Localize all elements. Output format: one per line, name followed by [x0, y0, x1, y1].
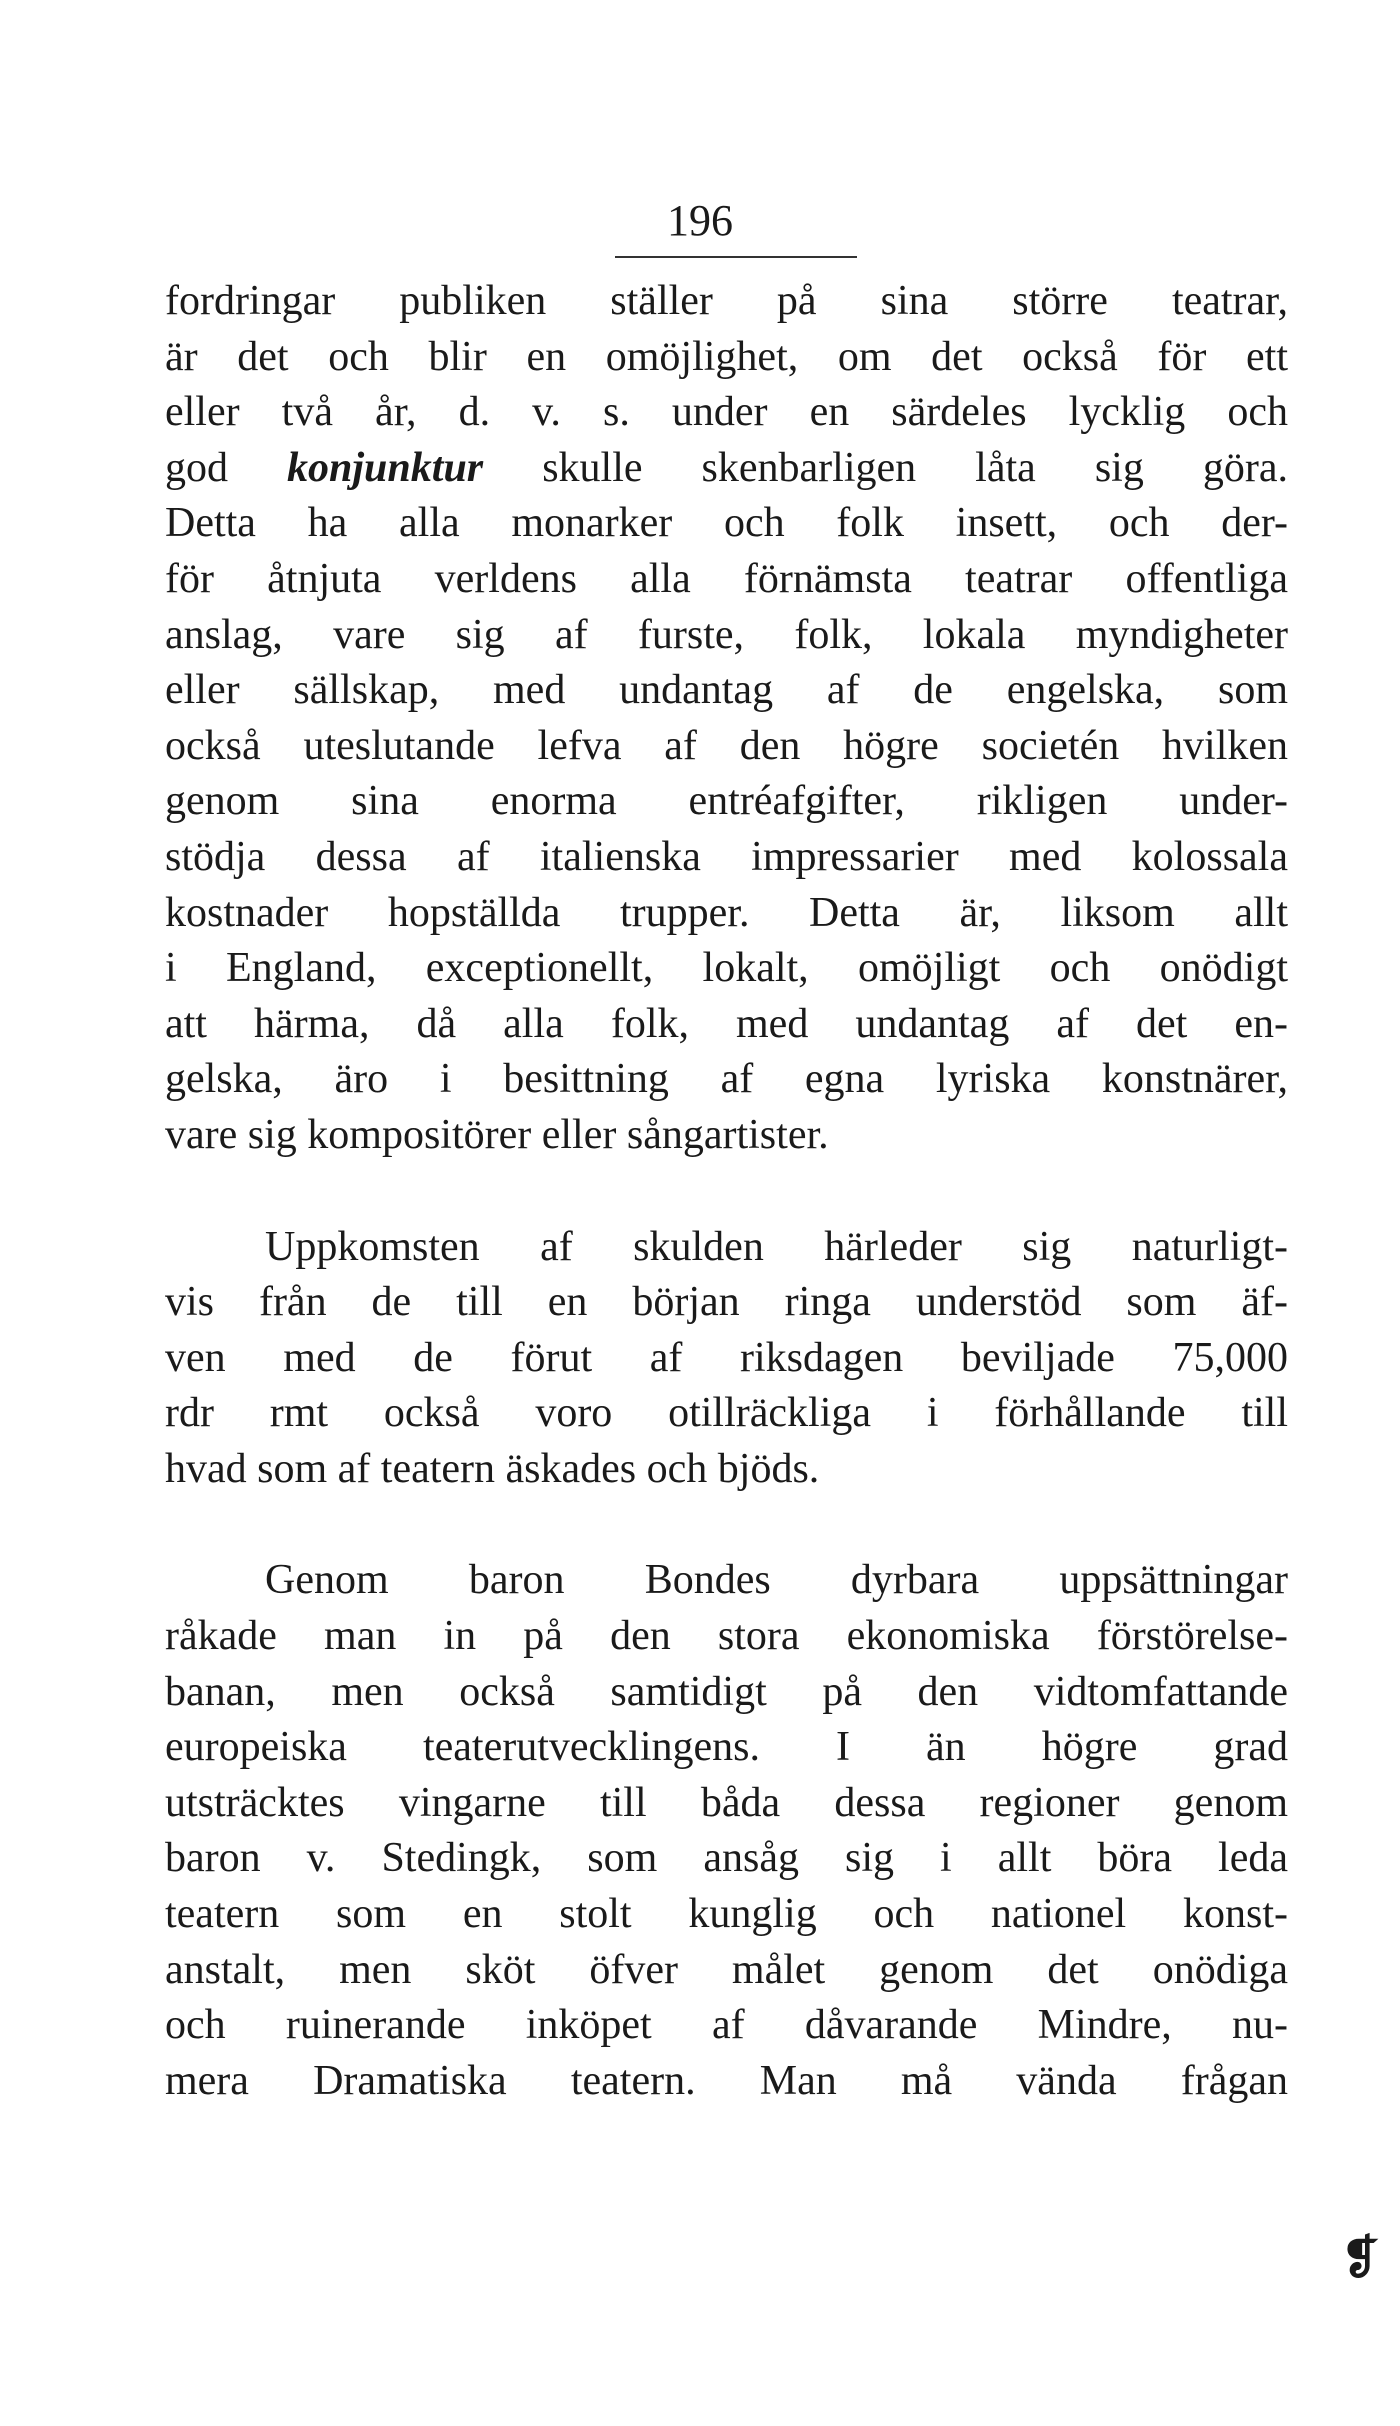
- text-line: stödja dessa af italienska impressarier med kolossala: [165, 833, 1288, 880]
- text-line: kostnader hopställda trupper. Detta är, liksom allt: [165, 889, 1288, 936]
- text-line: att härma, då alla folk, med undantag af det en-: [165, 1000, 1288, 1047]
- emphasized-word: konjunktur: [287, 444, 484, 491]
- text-line: råkade man in på den stora ekonomiska förstörelse-: [165, 1613, 1288, 1660]
- text-line: för åtnjuta verldens alla förnämsta teatrar offentliga: [165, 555, 1288, 602]
- text-line: också uteslutande lefva af den högre societén hvilken: [165, 722, 1288, 769]
- printer-mark: ❡: [1341, 2232, 1380, 2283]
- text-line-with-emphasis: [165, 441, 1288, 497]
- text-line: är det och blir en omöjlighet, om det också för ett: [165, 333, 1288, 380]
- text-line: gelska, äro i besittning af egna lyriska konstnärer,: [165, 1056, 1288, 1103]
- text-line: europeiska teaterutvecklingens. I än högre grad: [165, 1724, 1288, 1771]
- text-line: i England, exceptionellt, lokalt, omöjligt och onödigt: [165, 945, 1288, 992]
- text-line: utsträcktes vingarne till båda dessa regioner genom: [165, 1779, 1288, 1826]
- text-line: anslag, vare sig af furste, folk, lokala myndigheter: [165, 611, 1288, 658]
- text-line: fordringar publiken ställer på sina större teatrar,: [165, 278, 1288, 324]
- paragraph-gap: [165, 1497, 1288, 1553]
- text-line: genom sina enorma entréafgifter, rikligen under-: [165, 778, 1288, 825]
- text-line: och ruinerande inköpet af dåvarande Mindre, nu-: [165, 2002, 1288, 2049]
- text-line: Uppkomsten af skulden härleder sig naturligt-: [265, 1223, 1288, 1270]
- text-line: eller två år, d. v. s. under en särdeles lycklig och: [165, 389, 1288, 436]
- text-line: ven med de förut af riksdagen beviljade 75,000: [165, 1334, 1288, 1381]
- text-span: god: [165, 444, 228, 491]
- text-line: teatern som en stolt kunglig och nationel konst-: [165, 1891, 1288, 1938]
- text-line: eller sällskap, med undantag af de engelska, som: [165, 667, 1288, 714]
- page-number: 196: [667, 196, 733, 245]
- text-line: anstalt, men sköt öfver målet genom det onödiga: [165, 1946, 1288, 1993]
- text-line: Detta ha alla monarker och folk insett, och der-: [165, 500, 1288, 547]
- text-line: vare sig kompositörer eller sångartister.: [165, 1111, 829, 1158]
- paragraph-gap: [165, 1164, 1288, 1220]
- text-line: baron v. Stedingk, som ansåg sig i allt böra leda: [165, 1835, 1288, 1882]
- header-rule: [615, 256, 857, 258]
- text-line: banan, men också samtidigt på den vidtomfattande: [165, 1668, 1288, 1715]
- body-text: [165, 274, 1288, 2109]
- text-line: Genom baron Bondes dyrbara uppsättningar: [265, 1557, 1288, 1604]
- text-line: hvad som af teatern äskades och bjöds.: [165, 1445, 820, 1492]
- text-line: mera Dramatiska teatern. Man må vända frågan: [165, 2057, 1288, 2104]
- text-line: vis från de till en början ringa understöd som äf-: [165, 1279, 1288, 1326]
- text-line: rdr rmt också voro otillräckliga i förhållande till: [165, 1390, 1288, 1437]
- text-span: skulle skenbarligen låta sig göra.: [542, 444, 1288, 491]
